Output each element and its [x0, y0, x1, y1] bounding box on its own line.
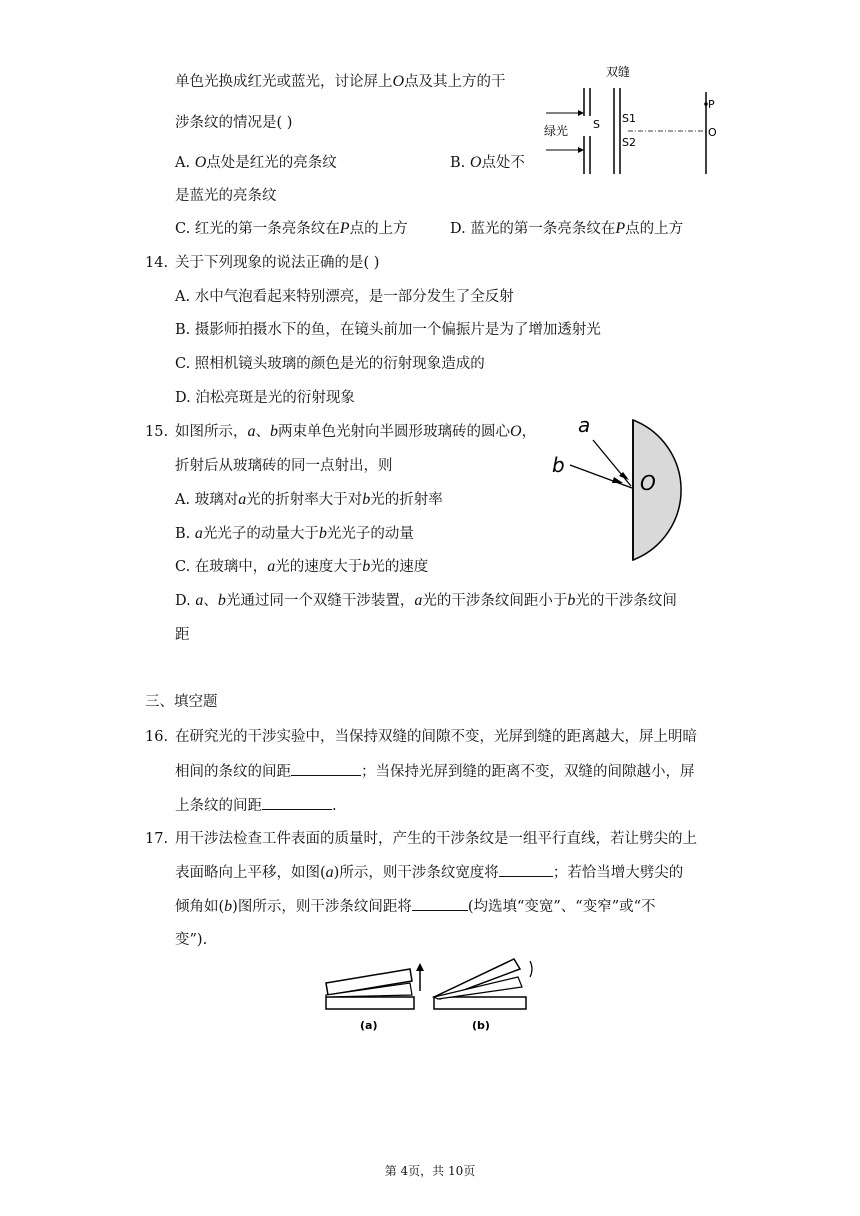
q14-option-a: A. 水中气泡看起来特别漂亮，是一部分发生了全反射: [175, 289, 514, 305]
svg-text:(b): (b): [472, 1019, 490, 1032]
q16-blank-2[interactable]: [262, 795, 332, 810]
semicircle-glass-figure: [548, 410, 718, 566]
q13-option-c: C. 红光的第一条亮条纹在P点的上方: [175, 220, 408, 237]
svg-text:a: a: [578, 413, 591, 437]
q15-option-b: B. a光光子的动量大于b光光子的动量: [175, 525, 414, 542]
svg-text:S: S: [593, 118, 600, 131]
q14-stem: 关于下列现象的说法正确的是( ): [175, 255, 380, 271]
svg-text:S2: S2: [622, 136, 636, 149]
q17-line2: 表面略向上平移，如图(a)所示，则干涉条纹宽度将 ；若恰当增大劈尖的: [175, 864, 684, 881]
q16-line3: 上条纹的间距 .: [175, 795, 337, 816]
svg-text:O: O: [640, 471, 656, 495]
svg-text:P: P: [708, 98, 715, 111]
q16-number: 16.: [145, 729, 169, 745]
q16-blank-1[interactable]: [291, 761, 361, 776]
svg-text:S1: S1: [622, 112, 636, 125]
q17-line1: 用干涉法检查工件表面的质量时，产生的干涉条纹是一组平行直线，若让劈尖的上: [175, 831, 697, 847]
q14-number: 14.: [145, 255, 169, 271]
q15-option-d-cont: 距: [175, 627, 190, 643]
q16-line1: 在研究光的干涉实验中，当保持双缝的间隙不变，光屏到缝的距离越大，屏上明暗: [175, 729, 697, 745]
q17-blank-1[interactable]: [499, 862, 553, 877]
q17-blank-2[interactable]: [412, 896, 468, 911]
q14-option-b: B. 摄影师拍摄水下的鱼，在镜头前加一个偏振片是为了增加透射光: [175, 322, 601, 338]
svg-text:(a): (a): [360, 1019, 378, 1032]
q15-number: 15.: [145, 424, 169, 440]
q13-option-b-cont: 是蓝光的亮条纹: [175, 188, 277, 204]
q14-option-c: C. 照相机镜头玻璃的颜色是光的衍射现象造成的: [175, 356, 485, 372]
svg-text:b: b: [552, 453, 565, 477]
svg-text:绿光: 绿光: [544, 124, 569, 138]
q13-option-b: B. O点处不: [450, 154, 525, 171]
q17-number: 17.: [145, 831, 169, 847]
wedge-figure: [322, 955, 542, 1035]
q15-stem-line2: 折射后从玻璃砖的同一点射出，则: [175, 458, 393, 474]
svg-text:双缝: 双缝: [606, 65, 631, 79]
double-slit-figure: [538, 62, 728, 182]
q13-option-a: A. O点处是红光的亮条纹: [175, 154, 337, 171]
section-title: 三、填空题: [145, 694, 218, 710]
q13-line1: 单色光换成红光或蓝光，讨论屏上O点及其上方的干: [175, 73, 506, 90]
q13-option-d: D. 蓝光的第一条亮条纹在P点的上方: [450, 220, 684, 237]
q17-line4: 变”).: [175, 932, 208, 948]
q17-line3: 倾角如(b)图所示，则干涉条纹间距将 (均选填“变宽”、“变窄”或“不: [175, 898, 656, 915]
q15-stem: 如图所示，a、b两束单色光射向半圆形玻璃砖的圆心O，: [175, 423, 537, 440]
svg-text:O: O: [708, 126, 717, 139]
q13-line2: 涉条纹的情况是( ): [175, 115, 293, 131]
q15-option-c: C. 在玻璃中，a光的速度大于b光的速度: [175, 558, 429, 575]
q15-option-d: D. a、b光通过同一个双缝干涉装置，a光的干涉条纹间距小于b光的干涉条纹间: [175, 592, 677, 609]
q15-option-a: A. 玻璃对a光的折射率大于对b光的折射率: [175, 491, 443, 508]
q16-line2: 相间的条纹的间距 ；当保持光屏到缝的距离不变，双缝的间隙越小，屏: [175, 761, 695, 782]
page-footer: 第 4页，共 10页: [384, 1164, 476, 1178]
q14-option-d: D. 泊松亮斑是光的衍射现象: [175, 390, 355, 406]
